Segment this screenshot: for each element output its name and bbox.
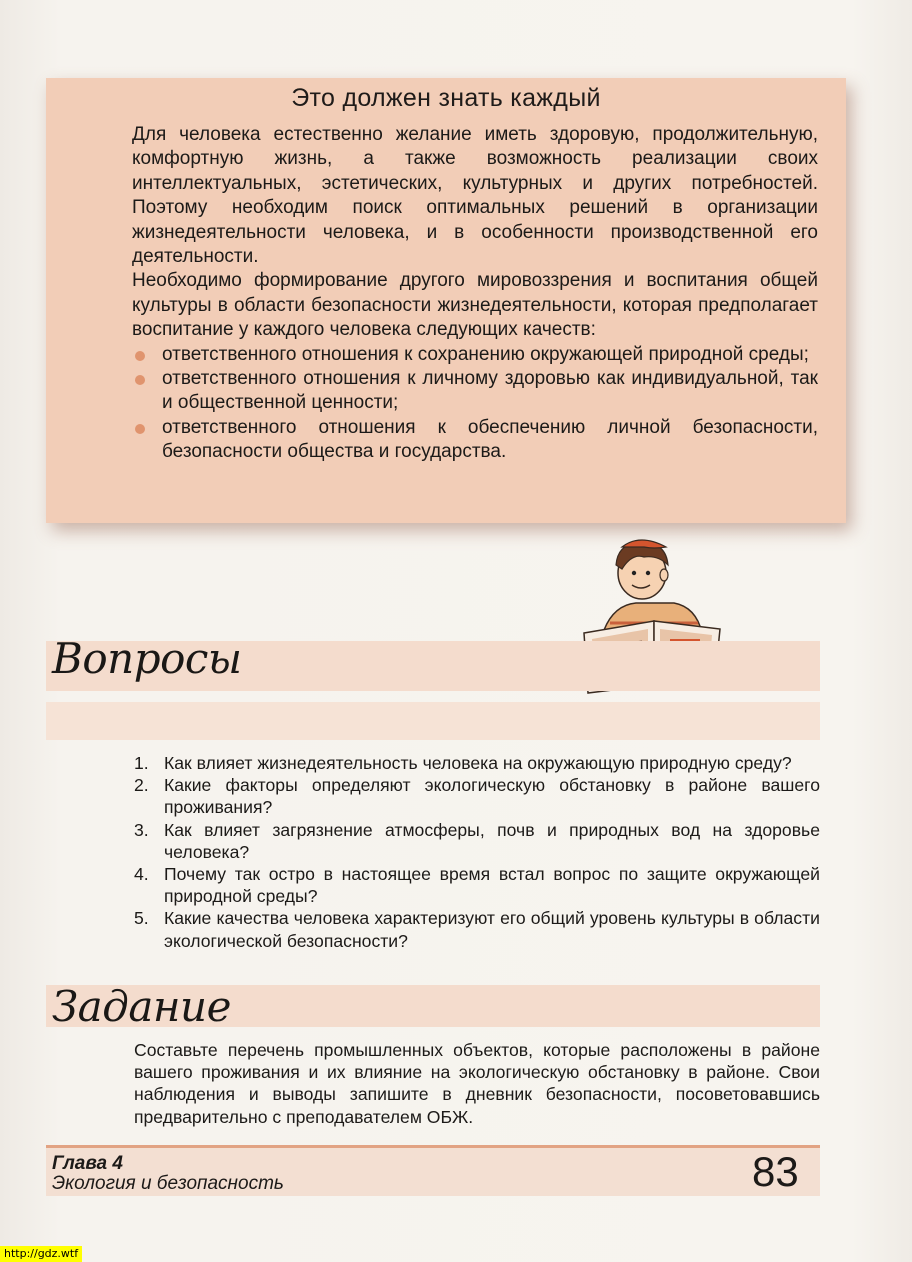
questions-heading: Вопросы xyxy=(52,634,242,683)
question-number: 1. xyxy=(134,753,149,773)
questions-heading-band-lower xyxy=(46,702,820,740)
quality-item xyxy=(132,416,818,465)
quality-text: ответственного отношения к личному здоровью как индивидуальной, так и общественной ценности; xyxy=(162,368,818,414)
question-number: 2. xyxy=(134,775,149,796)
question-item xyxy=(134,907,820,951)
question-text: Почему так остро в настоящее время встал вопрос по защите окружающей природной среды? xyxy=(164,864,820,907)
bullet-icon xyxy=(135,351,145,361)
question-text: Какие факторы определяют экологическую обстановку в районе вашего проживания? xyxy=(164,775,820,818)
task-heading: Задание xyxy=(52,982,231,1031)
question-text: Какие качества человека характеризуют его общий уровень культуры в области экологической безопасности? xyxy=(164,908,820,951)
bullet-icon xyxy=(135,424,145,434)
question-item xyxy=(134,819,820,863)
questions-list xyxy=(134,752,820,952)
bullet-icon xyxy=(135,375,145,385)
quality-text: ответственного отношения к обеспечению личной безопасности, безопасности общества и государства. xyxy=(162,416,818,463)
page-number: 83 xyxy=(752,1148,799,1195)
quality-item xyxy=(132,367,818,416)
watermark-link[interactable]: http://gdz.wtf xyxy=(0,1246,82,1262)
quality-item xyxy=(132,343,818,367)
question-item xyxy=(134,863,820,907)
rule-box-title: Это должен знать каждый xyxy=(291,84,601,112)
task-text: Составьте перечень промышленных объектов, которые расположены в районе вашего проживания и их влияние на экологическую обстановку в районе. Свои наблюдения и выводы запишите в дневник безопасности, посоветовавшись предварительно с преподавателем ОБЖ. xyxy=(134,1040,820,1127)
chapter-title: Экология и безопасность xyxy=(52,1173,284,1194)
rule-paragraph-2: Необходимо формирование другого мировоззрения и воспитания общей культуры в области безопасности жизнедеятельности, которая предполагает воспитание у каждого человека следующих качеств: xyxy=(132,270,818,341)
question-number: 3. xyxy=(134,819,149,840)
question-text: Как влияет жизнедеятельность человека на окружающую природную среду? xyxy=(164,753,792,773)
rule-box-body xyxy=(132,123,818,465)
question-item xyxy=(134,752,820,774)
question-item xyxy=(134,774,820,818)
chapter-label: Глава 4 xyxy=(52,1153,123,1174)
rule-paragraph-1: Для человека естественно желание иметь здоровую, продолжительную, комфортную жизнь, а также возможность реализации своих интеллектуальных, эстетических, культурных и других потребностей. Поэтому необходим поиск оптимальных решений в организации жизнедеятельности человека, и в особенности производственной его деятельности. xyxy=(132,124,818,268)
qualities-list xyxy=(132,343,818,465)
question-text: Как влияет загрязнение атмосферы, почв и природных вод на здоровье человека? xyxy=(164,819,820,862)
question-number: 5. xyxy=(134,908,149,929)
question-number: 4. xyxy=(134,864,149,885)
quality-text: ответственного отношения к сохранению окружающей природной среды; xyxy=(162,343,809,365)
